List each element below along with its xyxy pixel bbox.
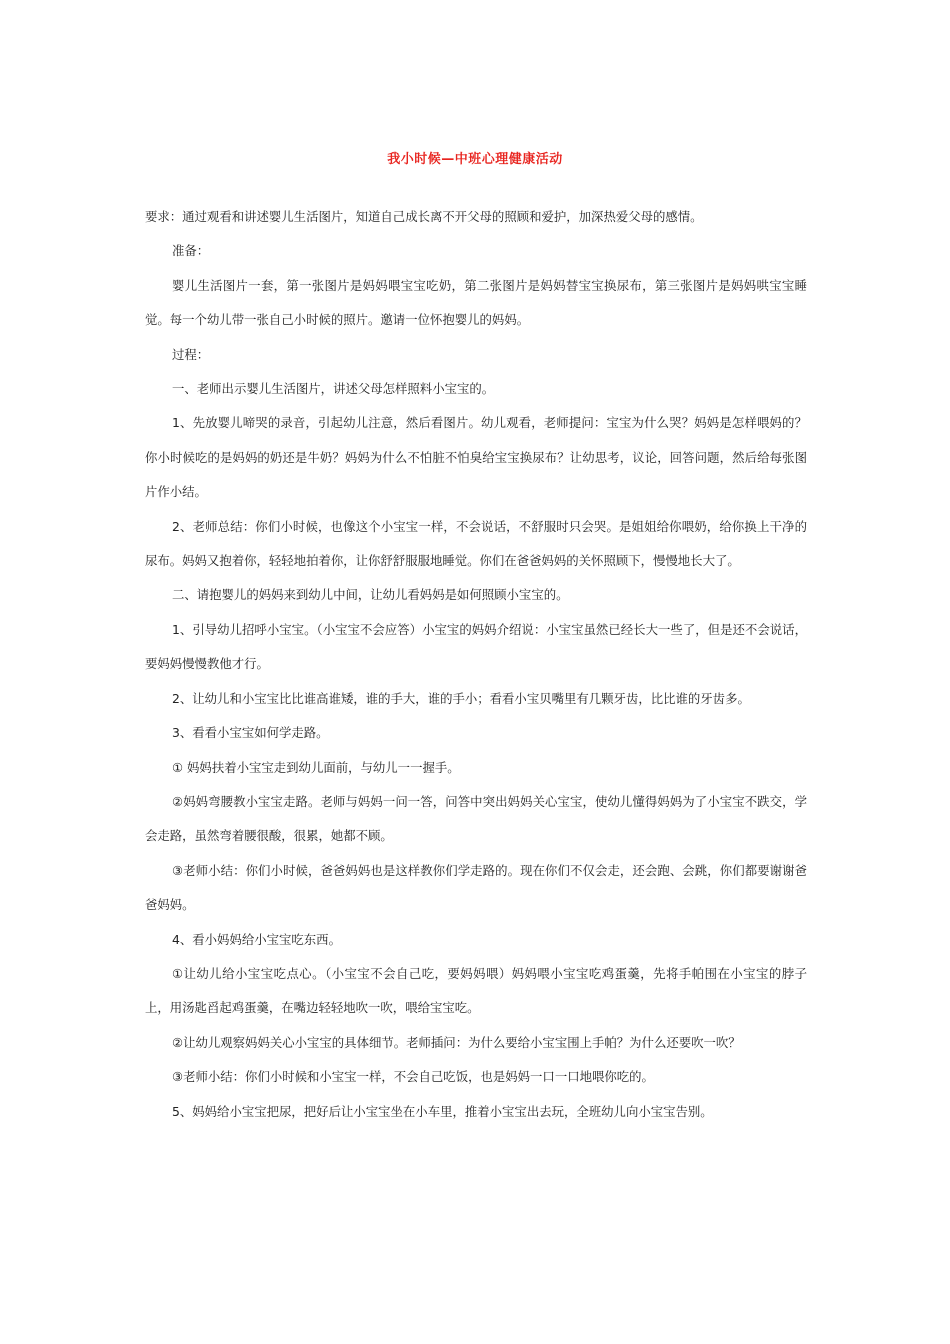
document-body <box>145 200 807 1129</box>
paragraph-step: 3、看看小宝宝如何学走路。 <box>172 725 329 741</box>
paragraph-step: 1、引导幼儿招呼小宝宝。（小宝宝不会应答）小宝宝的妈妈介绍说：小宝宝虽然已经长大一些了，但是还不会说话，要妈妈慢慢教他才行。 <box>145 621 807 672</box>
paragraph-substep: ②妈妈弯腰教小宝宝走路。老师与妈妈一问一答，问答中突出妈妈关心宝宝，使幼儿懂得妈妈为了小宝宝不跌交，学会走路，虽然弯着腰很酸，很累，她都不顾。 <box>145 793 807 844</box>
document-title: 我小时候—中班心理健康活动 <box>387 152 563 167</box>
paragraph-substep: ①让幼儿给小宝宝吃点心。（小宝宝不会自己吃，要妈妈喂）妈妈喂小宝宝吃鸡蛋羹，先将手帕围在小宝宝的脖子上，用汤匙舀起鸡蛋羹，在嘴边轻轻地吹一吹，喂给宝宝吃。 <box>145 965 807 1016</box>
paragraph-step: 1、先放婴儿啼哭的录音，引起幼儿注意，然后看图片。幼儿观看，老师提问：宝宝为什么哭？妈妈是怎样喂妈的？你小时候吃的是妈妈的奶还是牛奶？妈妈为什么不怕脏不怕臭给宝宝换尿布？让幼思考，议论，回答问题，然后给每张图片作小结。 <box>145 415 807 500</box>
paragraph-step: 2、让幼儿和小宝宝比比谁高谁矮，谁的手大，谁的手小；看看小宝贝嘴里有几颗牙齿，比比谁的牙齿多。 <box>172 690 750 706</box>
paragraph-requirement: 要求：通过观看和讲述婴儿生活图片，知道自己成长离不开父母的照顾和爱护，加深热爱父母的感情。 <box>145 209 703 224</box>
paragraph-substep: ③老师小结：你们小时候和小宝宝一样，不会自己吃饭，也是妈妈一口一口地喂你吃的。 <box>172 1069 654 1085</box>
paragraph-preparation: 婴儿生活图片一套，第一张图片是妈妈喂宝宝吃奶，第二张图片是妈妈替宝宝换尿布，第三张图片是妈妈哄宝宝睡觉。每一个幼儿带一张自己小时候的照片。邀请一位怀抱婴儿的妈妈。 <box>145 277 807 328</box>
paragraph-step: 4、看小妈妈给小宝宝吃东西。 <box>172 931 341 947</box>
paragraph-section-1: 一、老师出示婴儿生活图片，讲述父母怎样照料小宝宝的。 <box>172 381 495 397</box>
paragraph-process-heading: 过程： <box>172 346 210 362</box>
paragraph-section-2: 二、请抱婴儿的妈妈来到幼儿中间，让幼儿看妈妈是如何照顾小宝宝的。 <box>172 587 569 603</box>
paragraph-substep: ②让幼儿观察妈妈关心小宝宝的具体细节。老师插问：为什么要给小宝宝围上手帕？为什么还要吹一吹？ <box>172 1034 741 1050</box>
paragraph-substep: ① 妈妈扶着小宝宝走到幼儿面前，与幼儿一一握手。 <box>172 759 460 775</box>
paragraph-step: 5、妈妈给小宝宝把尿，把好后让小宝宝坐在小车里，推着小宝宝出去玩，全班幼儿向小宝宝告别。 <box>172 1103 713 1119</box>
paragraph-step: 2、老师总结：你们小时候，也像这个小宝宝一样，不会说话，不舒服时只会哭。是姐姐给你喂奶，给你换上干净的尿布。妈妈又抱着你，轻轻地拍着你，让你舒舒服服地睡觉。你们在爸爸妈妈的关怀照顾下，慢慢地长大了。 <box>145 518 807 569</box>
paragraph-substep: ③老师小结：你们小时候，爸爸妈妈也是这样教你们学走路的。现在你们不仅会走，还会跑、会跳，你们都要谢谢爸爸妈妈。 <box>145 862 807 913</box>
paragraph-preparation-heading: 准备： <box>172 243 210 259</box>
